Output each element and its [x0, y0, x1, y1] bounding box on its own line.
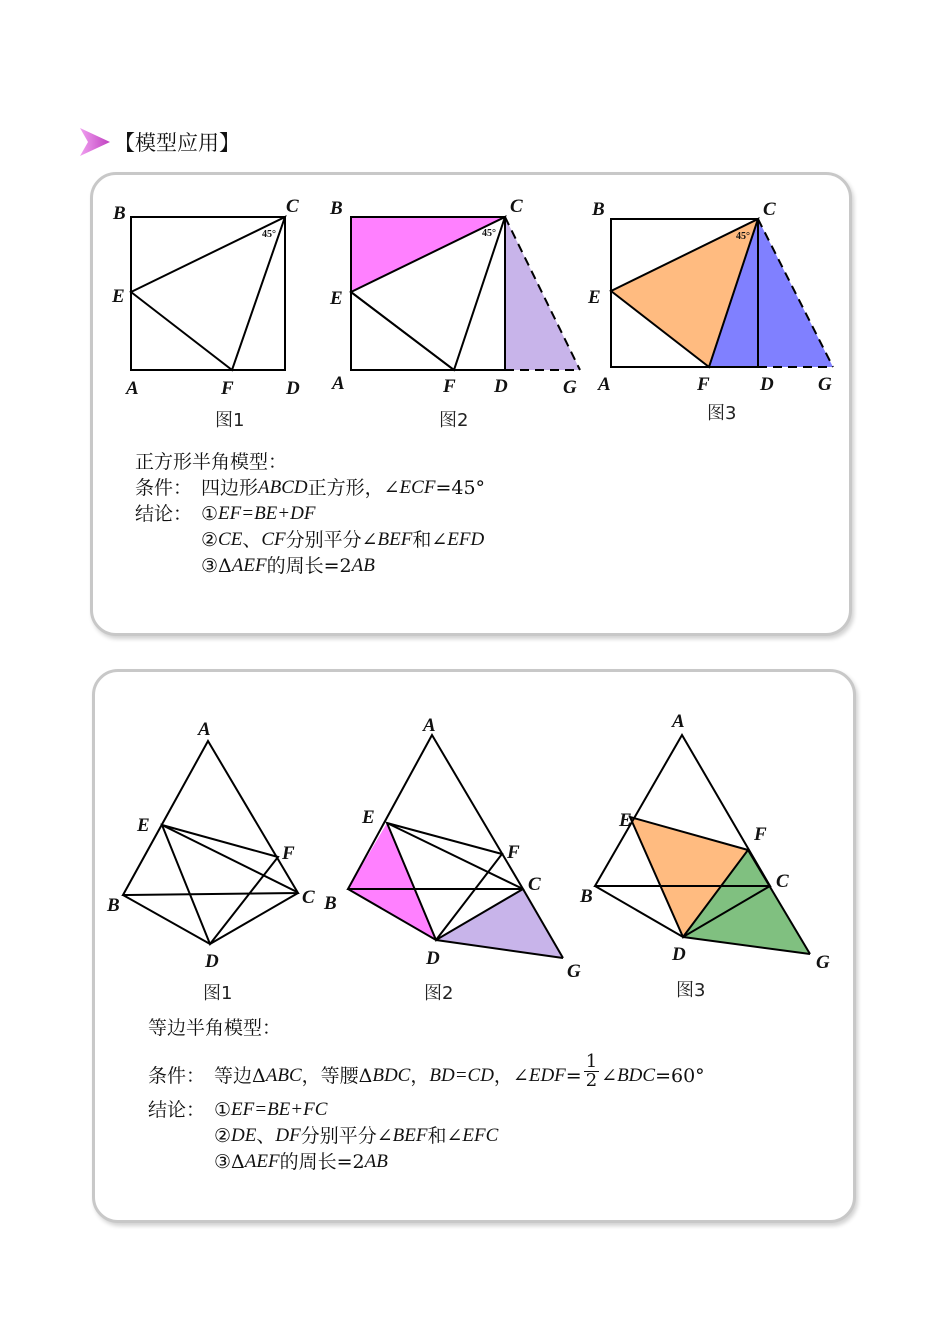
model-title: 等边半角模型：	[148, 1017, 282, 1039]
point-label-d: D	[760, 374, 774, 395]
point-label-c: C	[286, 196, 299, 217]
point-label-d: D	[426, 948, 440, 969]
point-label-f: F	[507, 842, 520, 863]
point-label-e: E	[362, 807, 375, 828]
point-label-g: G	[818, 374, 832, 395]
point-label-e: E	[112, 286, 125, 307]
point-label-f: F	[697, 374, 710, 395]
conclusion-line-2: ② CE 、 CF 分别平分∠ BEF 和∠ EFD	[201, 529, 485, 551]
conclusion-line-1: 结论： ① EF=BE+FC	[148, 1099, 328, 1121]
fraction-one-half: $\frac{1}{2}$	[585, 1051, 598, 1091]
point-label-c: C	[776, 871, 789, 892]
point-label-b: B	[113, 203, 126, 224]
point-label-a: A	[598, 374, 611, 395]
point-label-b: B	[580, 886, 593, 907]
point-label-b: B	[324, 893, 337, 914]
point-label-d: D	[494, 376, 508, 397]
point-label-a: A	[423, 715, 436, 736]
point-label-e: E	[619, 810, 632, 831]
point-label-d: D	[672, 944, 686, 965]
point-label-c: C	[763, 199, 776, 220]
equilateral-figure-1	[123, 741, 298, 944]
point-label-c: C	[510, 196, 523, 217]
figure-caption-1: 图1	[203, 983, 233, 1004]
point-label-b: B	[592, 199, 605, 220]
figure-caption-3: 图3	[676, 980, 706, 1001]
point-label-f: F	[754, 824, 767, 845]
point-label-a: A	[126, 378, 139, 399]
point-label-a: A	[332, 373, 345, 394]
point-label-f: F	[221, 378, 234, 399]
figure-caption-2: 图2	[439, 410, 469, 431]
point-label-d: D	[286, 378, 300, 399]
point-label-c: C	[528, 874, 541, 895]
equilateral-conclusions	[148, 1097, 498, 1175]
condition-line: 条件： 四边形 ABCD 正方形，∠ ECF =45°	[135, 477, 486, 499]
figure-caption-2: 图2	[424, 983, 454, 1004]
point-label-c: C	[302, 887, 315, 908]
conclusion-line-3: ③Δ AEF 的周长=2 AB	[214, 1151, 388, 1173]
point-label-f: F	[282, 843, 295, 864]
point-label-b: B	[107, 895, 120, 916]
equilateral-condition	[148, 1051, 705, 1094]
section-title: 【模型应用】	[114, 131, 240, 155]
conclusion-line-2: ② DE 、 DF 分别平分∠ BEF 和∠ EFC	[214, 1125, 499, 1147]
point-label-g: G	[563, 377, 577, 398]
conclusion-line-3: ③Δ AEF 的周长=2 AB	[201, 555, 375, 577]
point-label-d: D	[205, 951, 219, 972]
point-label-g: G	[816, 952, 830, 973]
equilateral-model-title-wrap	[148, 1015, 281, 1041]
figure-caption-3: 图3	[707, 403, 737, 424]
condition-line: 条件： 等边Δ ABC ，等腰Δ BDC ， BD=CD ，∠ EDF = $\frac{1}{2}$ ∠ BDC =60°	[148, 1051, 705, 1091]
point-label-e: E	[137, 815, 150, 836]
point-label-a: A	[672, 711, 685, 732]
angle-label: 45°	[262, 229, 276, 240]
figure-caption-1: 图1	[215, 410, 245, 431]
point-label-f: F	[443, 376, 456, 397]
point-label-b: B	[330, 198, 343, 219]
point-label-a: A	[198, 719, 211, 740]
point-label-e: E	[588, 287, 601, 308]
point-label-e: E	[330, 288, 343, 309]
angle-label: 45°	[482, 228, 496, 239]
model-title: 正方形半角模型：	[135, 451, 288, 473]
conclusion-line-1: 结论： ① EF=BE+DF	[135, 503, 316, 525]
angle-label: 45°	[736, 231, 750, 242]
point-label-g: G	[567, 961, 581, 982]
